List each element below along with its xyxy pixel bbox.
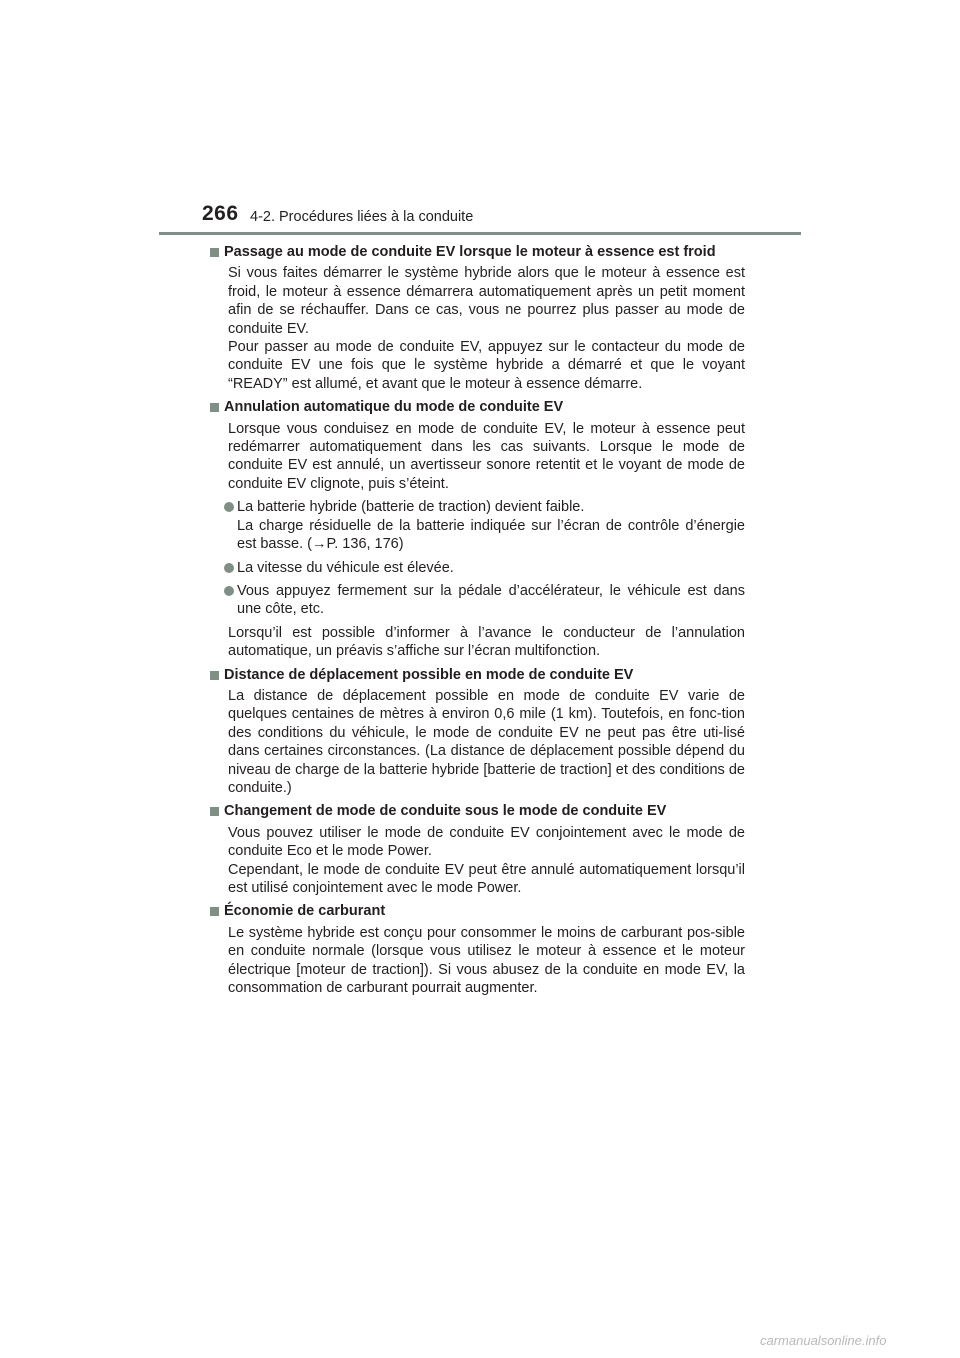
section-mode-change — [210, 802, 745, 897]
list-item-text: La vitesse du véhicule est élevée. — [237, 559, 454, 576]
section-heading-text: Économie de carburant — [224, 903, 386, 920]
square-bullet-icon — [210, 403, 219, 412]
section-heading-text: Distance de déplacement possible en mode de conduite EV — [224, 666, 634, 683]
paragraph: Le système hybride est conçu pour consommer le moins de carburant pos-sible en conduite normale (lorsque vous utilisez le moteur à essence et le moteur électrique [moteur de traction]). Si vous abusez de la conduite en mode EV, la consommation de carburant pourrait augmenter. — [228, 924, 745, 997]
list-item — [224, 559, 745, 577]
list-item — [224, 498, 745, 553]
section-fuel-economy — [210, 902, 745, 997]
paragraph: Lorsqu’il est possible d’informer à l’avance le conducteur de l’annulation automatique, un préavis s’affiche sur l’écran multifonction. — [228, 624, 745, 660]
square-bullet-icon — [210, 671, 219, 680]
list-item-subtext: La charge résiduelle de la batterie indiquée sur l’écran de contrôle d’énergie est basse. (→P. 136, 176) — [237, 517, 745, 553]
section-ev-distance — [210, 666, 745, 798]
section-heading-text: Annulation automatique du mode de conduite EV — [224, 399, 564, 416]
paragraph: La distance de déplacement possible en mode de conduite EV varie de quelques centaines de mètres à environ 0,6 mile (1 km). Toutefois, en fonc-tion des conditions du véhicule, le mode de conduite EV ne peut pas être uti-lisé dans certaines circonstances. (La distance de déplacement possible dépend du niveau de charge de la batterie hybride [batterie de traction] et des conditions de conduite.) — [228, 687, 745, 796]
round-bullet-icon — [224, 586, 234, 596]
section-heading — [210, 398, 745, 416]
square-bullet-icon — [210, 907, 219, 916]
watermark: carmanualsonline.info — [760, 1333, 887, 1348]
page-number: 266 — [202, 202, 239, 225]
section-heading-text: Passage au mode de conduite EV lorsque le moteur à essence est froid — [224, 244, 716, 260]
round-bullet-icon — [224, 502, 234, 512]
page-content — [210, 243, 745, 1002]
list-item-text: Vous appuyez fermement sur la pédale d’accélérateur, le véhicule est dans une côte, etc. — [237, 582, 745, 618]
section-ev-cold-engine — [210, 243, 745, 393]
paragraph: Lorsque vous conduisez en mode de conduite EV, le moteur à essence peut redémarrer automatiquement dans les cas suivants. Lorsque le mode de conduite EV est annulé, un avertisseur sonore retentit et le voyant de mode de conduite EV clignote, puis s’éteint. — [228, 420, 745, 492]
paragraph: Cependant, le mode de conduite EV peut être annulé automatiquement lorsqu’il est utilisé conjointement avec le mode Power. — [228, 861, 745, 896]
section-heading-text: Changement de mode de conduite sous le mode de conduite EV — [224, 803, 667, 820]
header-rule — [159, 232, 801, 235]
list-item — [224, 582, 745, 619]
paragraph: Pour passer au mode de conduite EV, appuyez sur le contacteur du mode de conduite EV une fois que le système hybride a démarré et que le voyant “READY” est allumé, et avant que le moteur à essence démarre. — [228, 339, 745, 392]
square-bullet-icon — [210, 248, 219, 257]
round-bullet-icon — [224, 563, 234, 573]
list-item-text: La batterie hybride (batterie de traction) devient faible. — [237, 499, 585, 516]
paragraph: Si vous faites démarrer le système hybride alors que le moteur à essence est froid, le moteur à essence démarrera automatiquement après un petit moment afin de se réchauffer. Dans ce cas, vous ne pourrez plus passer au mode de conduite EV. — [228, 265, 745, 337]
section-heading — [210, 666, 745, 684]
section-heading — [210, 243, 745, 261]
section-auto-cancel — [210, 398, 745, 660]
section-heading — [210, 902, 745, 920]
section-heading — [210, 802, 745, 820]
chapter-title: 4-2. Procédures liées à la conduite — [250, 209, 474, 225]
paragraph: Vous pouvez utiliser le mode de conduite EV conjointement avec le mode de conduite Eco et le mode Power. — [228, 824, 745, 860]
square-bullet-icon — [210, 807, 219, 816]
